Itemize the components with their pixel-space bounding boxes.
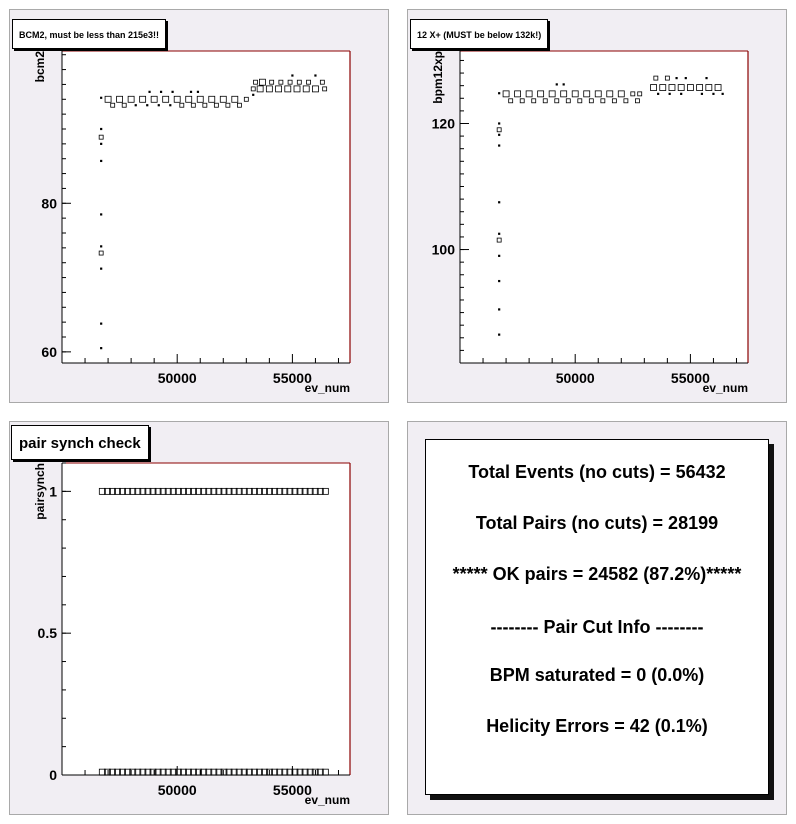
x-axis-title: ev_num <box>304 793 350 807</box>
y-tick-label: 60 <box>41 343 57 360</box>
x-tick-label: 50000 <box>555 370 595 386</box>
pair-cut-header: -------- Pair Cut Info -------- <box>490 617 704 637</box>
y-tick-label: 120 <box>431 115 455 132</box>
stats-box <box>425 439 769 795</box>
data-point <box>149 91 150 92</box>
x-axis-title: ev_num <box>304 381 350 395</box>
data-point <box>556 84 557 85</box>
data-point <box>100 143 101 144</box>
data-point <box>190 91 191 92</box>
data-point <box>253 94 254 95</box>
data-point <box>498 280 499 281</box>
x-tick-label: 55000 <box>272 370 312 386</box>
data-point <box>315 75 316 76</box>
bcm2-plot <box>10 10 389 403</box>
data-point <box>135 105 136 106</box>
data-point <box>669 93 670 94</box>
pairsynch-pad <box>9 421 389 815</box>
y-axis-title: bcm2 <box>33 51 47 83</box>
x-tick-label: 50000 <box>157 370 197 386</box>
data-point <box>498 93 499 94</box>
plot-area <box>460 51 748 363</box>
stats-pad <box>407 421 787 815</box>
bpm12xp-pad <box>407 9 787 403</box>
data-point <box>100 214 101 215</box>
ok-pairs-text: ***** OK pairs = 24582 (87.2%)***** <box>452 564 742 584</box>
data-point <box>563 84 564 85</box>
data-point <box>713 93 714 94</box>
bcm2-pad <box>9 9 389 403</box>
y-tick-label: 80 <box>41 195 57 212</box>
pairsynch-plot <box>10 422 389 815</box>
data-point <box>100 268 101 269</box>
x-axis-title: ev_num <box>702 381 748 395</box>
total-pairs-text: Total Pairs (no cuts) = 28199 <box>475 513 719 533</box>
data-point <box>147 105 148 106</box>
helicity-errors-text: Helicity Errors = 42 (0.1%) <box>486 716 708 736</box>
x-tick-label: 50000 <box>157 782 197 798</box>
total-events-text: Total Events (no cuts) = 56432 <box>468 462 726 482</box>
bpm12xp-title: 12 X+ (MUST be below 132k!) <box>410 19 548 49</box>
data-point <box>685 77 686 78</box>
data-point <box>657 93 658 94</box>
data-point <box>100 160 101 161</box>
x-tick-label: 55000 <box>670 370 710 386</box>
data-point <box>172 91 173 92</box>
bpm12xp-plot <box>408 10 787 403</box>
data-point <box>158 105 159 106</box>
data-point <box>722 93 723 94</box>
pairsynch-title: pair synch check <box>11 425 149 460</box>
data-point <box>100 246 101 247</box>
data-point <box>100 97 101 98</box>
data-point <box>498 255 499 256</box>
plot-area <box>62 463 350 775</box>
data-point <box>680 93 681 94</box>
y-tick-label: 100 <box>431 241 455 258</box>
data-point <box>160 91 161 92</box>
data-point <box>498 134 499 135</box>
data-point <box>706 77 707 78</box>
data-point <box>170 105 171 106</box>
data-point <box>498 202 499 203</box>
data-point <box>498 233 499 234</box>
x-tick-label: 55000 <box>272 782 312 798</box>
y-tick-label: 1 <box>49 483 57 500</box>
y-tick-label: 0.5 <box>37 625 57 642</box>
data-point <box>197 91 198 92</box>
data-point <box>676 77 677 78</box>
bcm2-title: BCM2, must be less than 215e3!! <box>12 19 166 49</box>
data-point <box>100 128 101 129</box>
data-point <box>498 145 499 146</box>
y-axis-title: bpm12xp <box>431 51 445 104</box>
data-point <box>100 323 101 324</box>
data-point <box>498 309 499 310</box>
data-point <box>701 93 702 94</box>
data-point <box>100 347 101 348</box>
y-axis-title: pairsynch <box>33 463 47 520</box>
data-point <box>498 123 499 124</box>
bpm-saturated-text: BPM saturated = 0 (0.0%) <box>489 665 705 685</box>
data-point <box>498 334 499 335</box>
y-tick-label: 0 <box>49 767 57 783</box>
data-point <box>292 75 293 76</box>
